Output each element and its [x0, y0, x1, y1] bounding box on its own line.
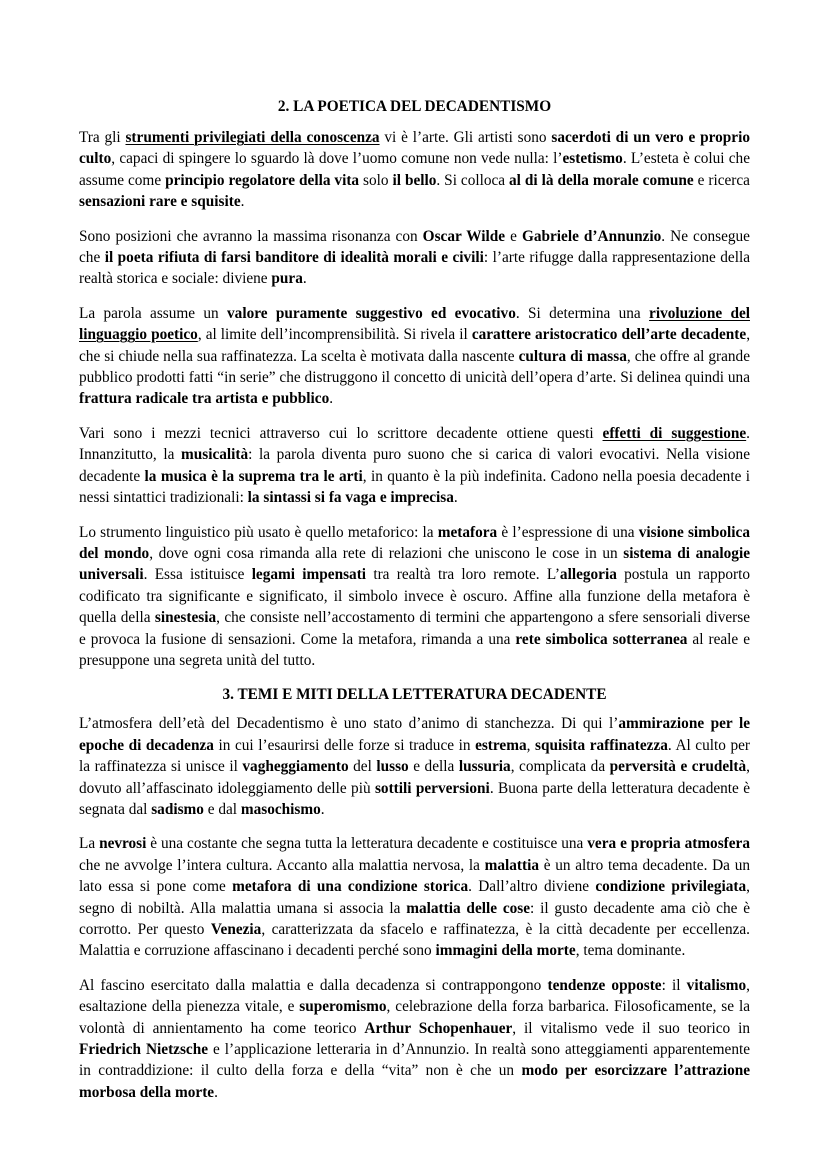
text-run: La: [79, 835, 100, 853]
text-run: al reale e presuppone una segreta unità del tutto.: [79, 630, 750, 669]
bold-emphasis: squisita raffinatezza: [535, 736, 668, 754]
bold-emphasis: malattia delle cose: [406, 899, 531, 917]
bold-emphasis: tendenze opposte: [547, 976, 662, 994]
bold-emphasis: vera e propria atmosfera: [587, 835, 750, 853]
text-run: è un altro tema decadente. Da un lato essa si pone come: [79, 856, 750, 896]
text-run: : il gusto decadente ama ciò che è corrotto. Per questo: [79, 899, 750, 938]
bold-emphasis: perversità e crudeltà: [609, 758, 747, 776]
bold-emphasis: modo per esorcizzare l’attrazione morbosa della morte: [79, 1062, 751, 1101]
bold-emphasis: allegoria: [559, 566, 617, 584]
text-run: è l’espressione di una: [497, 523, 639, 541]
text-run: Tra gli: [79, 129, 126, 146]
text-run: in cui l’esaurirsi delle forze si traduce in: [213, 736, 476, 754]
text-run: . Ne consegue che: [79, 227, 750, 267]
underlined-emphasis: strumenti privilegiati della conoscenza: [125, 129, 380, 146]
bold-emphasis: metafora di una condizione storica: [232, 878, 469, 896]
text-run: , dovuto all’affascinato idoleggiamento delle più: [79, 758, 750, 797]
bold-emphasis: lusso: [376, 758, 409, 776]
paragraph: [79, 975, 750, 1103]
section-2-title: 2. LA POETICA DEL DECADENTISMO: [277, 98, 552, 115]
text-run: , che si chiude nella sua raffinatezza. La scelta è motivata dalla nascente: [79, 326, 751, 365]
text-run: , caratterizzata da sfacelo e raffinatezza, è la città decadente per eccellenza. Malattia e corruzione affascinano i decadenti perché sono: [79, 921, 750, 960]
text-run: .: [214, 1083, 218, 1101]
text-run: , in quanto è la più indefinita. Cadono nella poesia decadente i nessi sintattici tradizionali:: [79, 467, 751, 507]
text-run: .: [302, 270, 307, 288]
paragraph: [79, 226, 750, 290]
text-run: Sono posizioni che avranno la massima risonanza con: [79, 227, 423, 245]
bold-emphasis: estetismo: [562, 150, 623, 168]
bold-emphasis: legami impensati: [251, 566, 367, 584]
text-run: , segno di nobiltà. Alla malattia umana si associa la: [79, 878, 750, 917]
bold-emphasis: ammirazione per le epoche di decadenza: [79, 715, 750, 754]
text-run: . Al culto per la raffinatezza si unisce il: [79, 736, 750, 776]
text-run: e: [505, 227, 522, 245]
text-run: . Essa istituisce: [143, 566, 252, 584]
bold-emphasis: la musica è la suprema tra le arti: [144, 467, 363, 485]
bold-emphasis: condizione privilegiata: [595, 878, 747, 896]
text-run: La parola assume un: [79, 304, 228, 322]
bold-emphasis: metafora: [437, 523, 498, 541]
paragraph: [79, 833, 750, 961]
text-run: , capaci di spingere lo sguardo là dove l’uomo comune non vede nulla: l’: [111, 150, 563, 168]
bold-emphasis: valore puramente suggestivo ed evocativo: [227, 304, 516, 322]
text-run: . Si determina una: [515, 304, 650, 322]
bold-emphasis: estrema: [475, 736, 527, 754]
underlined-emphasis: effetti di suggestione: [602, 424, 747, 442]
bold-emphasis: vagheggiamento: [242, 758, 349, 776]
text-run: , complicata da: [510, 758, 610, 776]
text-run: Vari sono i mezzi tecnici attraverso cui lo scrittore decadente ottiene questi: [79, 424, 603, 442]
bold-emphasis: sacerdoti di un vero e proprio culto: [79, 129, 750, 168]
page-content: [79, 96, 750, 1103]
bold-emphasis: il poeta rifiuta di farsi banditore di idealità morali e civili: [104, 249, 484, 267]
paragraph: [79, 303, 750, 410]
bold-emphasis: la sintassi si fa vaga e imprecisa: [247, 489, 454, 507]
bold-emphasis: Venezia: [210, 921, 262, 938]
text-run: Al fascino esercitato dalla malattia e dalla decadenza si contrappongono: [79, 976, 548, 994]
text-run: Lo strumento linguistico più usato è quello metaforico: la: [79, 523, 438, 541]
text-run: , dove ogni cosa rimanda alla rete di relazioni che uniscono le cose in un: [149, 544, 624, 562]
bold-emphasis: masochismo: [240, 800, 321, 818]
paragraph: [79, 423, 750, 509]
text-run: e l’applicazione letteraria in d’Annunzio. In realtà sono atteggiamenti apparentemente in contraddizione: il culto della forza e della “vita” non è che un: [79, 1041, 751, 1080]
text-run: è una costante che segna tutta la letteratura decadente e costituisce una: [146, 835, 588, 853]
text-run: , celebrazione della forza barbarica. Filosoficamente, se la volontà di annientamento ha come teorico: [79, 998, 750, 1037]
bold-emphasis: frattura radicale tra artista e pubblico: [79, 390, 330, 408]
text-run: L’atmosfera dell’età del Decadentismo è uno stato d’animo di stanchezza. Di qui l’: [79, 715, 619, 733]
bold-emphasis: sadismo: [151, 800, 204, 818]
bold-emphasis: visione simbolica del mondo: [79, 523, 750, 562]
bold-emphasis: il bello: [392, 171, 437, 189]
text-run: ,: [526, 736, 535, 754]
bold-emphasis: Friedrich Nietzsche: [79, 1041, 209, 1059]
text-run: , che consiste nell’accostamento di termini che appartengono a sfere sensoriali diverse e provoca la fusione di sensazioni. Come la metafora, rimanda a una: [79, 609, 750, 648]
text-run: .: [240, 193, 245, 211]
bold-emphasis: malattia: [484, 856, 540, 874]
text-run: del: [348, 758, 377, 776]
text-run: solo: [359, 171, 393, 189]
text-run: . Dall’altro diviene: [468, 878, 596, 896]
text-run: e dal: [203, 800, 241, 818]
text-run: : l’arte rifugge dalla rappresentazione della realtà storica e sociale: diviene: [79, 249, 750, 288]
text-run: , il vitalismo vede il suo teorico in: [512, 1019, 751, 1037]
bold-emphasis: pura: [271, 270, 303, 288]
text-run: , esaltazione della pienezza vitale, e: [79, 976, 750, 1016]
text-run: , tema dominante.: [575, 942, 686, 960]
bold-emphasis: Arthur Schopenhauer: [364, 1019, 513, 1037]
paragraph: [79, 127, 750, 213]
bold-emphasis: principio regolatore della vita: [165, 171, 360, 189]
bold-emphasis: carattere aristocratico dell’arte decadente: [471, 326, 747, 344]
text-run: . Si colloca: [436, 171, 510, 189]
paragraph: [79, 713, 750, 820]
bold-emphasis: nevrosi: [99, 835, 147, 853]
bold-emphasis: lussuria: [458, 758, 511, 776]
bold-emphasis: sinestesia: [154, 609, 217, 627]
section-2-body: [79, 127, 750, 671]
bold-emphasis: al di là della morale comune: [509, 171, 694, 189]
text-run: , al limite dell’incomprensibilità. Si rivela il: [197, 326, 472, 344]
text-run: .: [329, 390, 334, 408]
text-run: vi è l’arte. Gli artisti sono: [379, 129, 552, 146]
bold-emphasis: superomismo: [299, 998, 387, 1016]
text-run: e della: [408, 758, 459, 776]
text-run: che ne avvolge l’intera cultura. Accanto alla malattia nervosa, la: [79, 856, 485, 874]
paragraph: [79, 522, 750, 672]
section-3-body: [79, 713, 750, 1103]
bold-emphasis: rete simbolica sotterranea: [515, 630, 688, 648]
bold-emphasis: cultura di massa: [518, 347, 627, 365]
text-run: tra realtà tra loro remote. L’: [366, 566, 560, 584]
bold-emphasis: vitalismo: [686, 976, 747, 994]
text-run: . Buona parte della letteratura decadente è segnata dal: [79, 779, 751, 818]
bold-emphasis: sistema di analogie universali: [79, 544, 750, 584]
bold-emphasis: Oscar Wilde: [422, 227, 506, 245]
section-3-title: 3. TEMI E MITI DELLA LETTERATURA DECADENTE: [222, 686, 607, 704]
text-run: : il: [661, 976, 687, 994]
bold-emphasis: sottili perversioni: [374, 779, 490, 797]
text-run: e ricerca: [693, 171, 750, 189]
bold-emphasis: sensazioni rare e squisite: [79, 193, 241, 211]
text-run: .: [453, 489, 458, 507]
text-run: : la parola diventa puro suono che si carica di valori evocativi. Nella visione decadente: [79, 446, 750, 485]
text-run: , che offre al grande pubblico prodotti fatti “in serie” che distruggono il concetto di unicità dell’opera d’arte. Si delinea quindi una: [79, 347, 750, 387]
text-run: . Innanzitutto, la: [79, 424, 750, 464]
bold-emphasis: immagini della morte: [435, 942, 576, 960]
bold-emphasis: Gabriele d’Annunzio: [521, 227, 662, 245]
text-run: . L’esteta è colui che assume come: [79, 150, 750, 189]
text-run: postula un rapporto codificato tra significante e significato, il simbolo invece è oscuro. Affine alla funzione della metafora è quella della: [79, 566, 750, 627]
text-run: .: [320, 800, 325, 818]
underlined-emphasis: rivoluzione del linguaggio poetico: [79, 304, 750, 344]
bold-emphasis: musicalità: [181, 446, 249, 464]
